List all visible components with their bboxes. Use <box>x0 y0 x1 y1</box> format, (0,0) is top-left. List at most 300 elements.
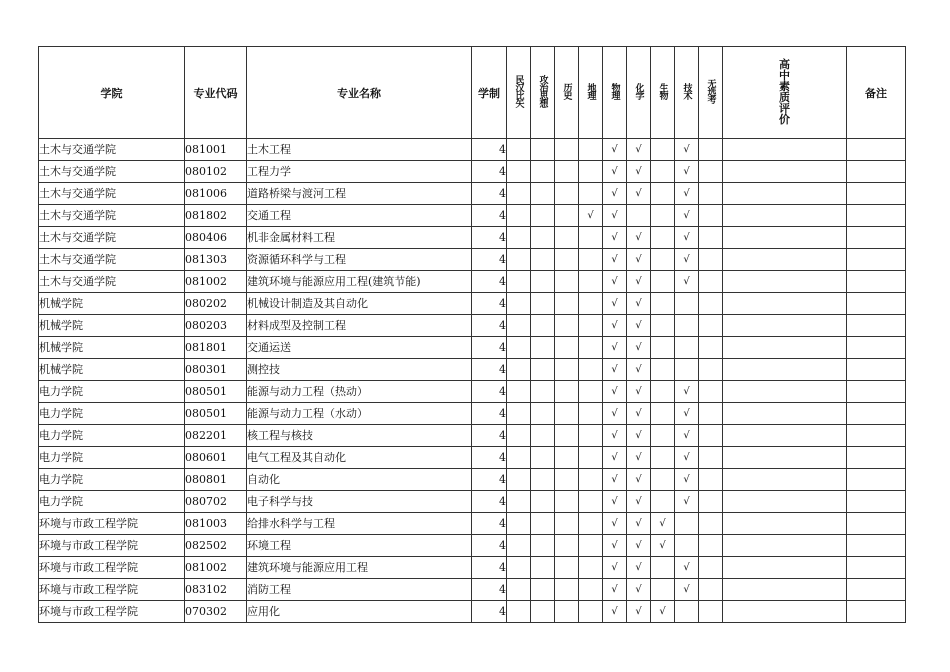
cell-college: 电力学院 <box>39 469 185 491</box>
cell-major: 工程力学 <box>247 161 472 183</box>
cell-check: √ <box>627 183 651 205</box>
cell-check: √ <box>675 161 699 183</box>
cell-quality <box>723 601 847 623</box>
cell-check <box>651 271 675 293</box>
table-row <box>39 403 906 425</box>
cell-check <box>555 205 579 227</box>
cell-major: 建筑环境与能源应用工程(建筑节能) <box>247 271 472 293</box>
cell-check: √ <box>675 139 699 161</box>
cell-years: 4 <box>472 249 507 271</box>
cell-note <box>847 469 906 491</box>
cell-check <box>675 293 699 315</box>
cell-quality <box>723 337 847 359</box>
cell-check <box>531 139 555 161</box>
cell-check: √ <box>603 513 627 535</box>
cell-check <box>507 491 531 513</box>
cell-check: √ <box>627 139 651 161</box>
header-subject: 无选考 <box>699 47 723 139</box>
cell-check <box>579 381 603 403</box>
cell-years: 4 <box>472 579 507 601</box>
cell-check: √ <box>603 557 627 579</box>
cell-check <box>531 183 555 205</box>
cell-quality <box>723 535 847 557</box>
cell-check: √ <box>627 447 651 469</box>
cell-check <box>507 469 531 491</box>
cell-check <box>507 403 531 425</box>
cell-years: 4 <box>472 139 507 161</box>
header-row <box>39 47 906 139</box>
cell-check: √ <box>627 161 651 183</box>
cell-quality <box>723 425 847 447</box>
cell-check <box>555 425 579 447</box>
cell-check <box>507 557 531 579</box>
cell-note <box>847 447 906 469</box>
cell-check: √ <box>675 271 699 293</box>
cell-check: √ <box>603 315 627 337</box>
table-row <box>39 491 906 513</box>
cell-check: √ <box>675 447 699 469</box>
cell-check: √ <box>603 579 627 601</box>
cell-quality <box>723 161 847 183</box>
cell-check <box>507 447 531 469</box>
cell-college: 环境与市政工程学院 <box>39 557 185 579</box>
cell-check: √ <box>627 337 651 359</box>
cell-check <box>579 513 603 535</box>
cell-check <box>507 381 531 403</box>
cell-note <box>847 271 906 293</box>
cell-check: √ <box>627 315 651 337</box>
cell-check: √ <box>675 227 699 249</box>
cell-college: 电力学院 <box>39 491 185 513</box>
cell-check: √ <box>651 513 675 535</box>
cell-check <box>531 491 555 513</box>
table-row <box>39 315 906 337</box>
cell-code: 081303 <box>185 249 247 271</box>
cell-major: 自动化 <box>247 469 472 491</box>
cell-check <box>675 359 699 381</box>
cell-quality <box>723 381 847 403</box>
cell-check <box>579 491 603 513</box>
cell-major: 给排水科学与工程 <box>247 513 472 535</box>
cell-check <box>555 315 579 337</box>
cell-check: √ <box>603 205 627 227</box>
cell-check: √ <box>603 381 627 403</box>
cell-check: √ <box>603 293 627 315</box>
cell-college: 土木与交通学院 <box>39 249 185 271</box>
cell-check: √ <box>603 425 627 447</box>
cell-college: 环境与市政工程学院 <box>39 579 185 601</box>
header-years: 学制 <box>472 47 507 139</box>
cell-check <box>507 359 531 381</box>
cell-check <box>699 227 723 249</box>
cell-check <box>651 425 675 447</box>
cell-check <box>531 227 555 249</box>
cell-check <box>507 139 531 161</box>
cell-major: 能源与动力工程（水动） <box>247 403 472 425</box>
cell-check <box>507 183 531 205</box>
cell-check <box>531 315 555 337</box>
cell-check <box>651 205 675 227</box>
cell-check <box>699 513 723 535</box>
cell-major: 电气工程及其自动化 <box>247 447 472 469</box>
cell-check <box>651 381 675 403</box>
cell-check <box>555 447 579 469</box>
cell-code: 080203 <box>185 315 247 337</box>
cell-check <box>699 425 723 447</box>
cell-check <box>507 249 531 271</box>
cell-check <box>507 227 531 249</box>
cell-major: 环境工程 <box>247 535 472 557</box>
cell-college: 土木与交通学院 <box>39 161 185 183</box>
cell-college: 机械学院 <box>39 315 185 337</box>
cell-check <box>579 315 603 337</box>
cell-check <box>699 447 723 469</box>
table-row <box>39 469 906 491</box>
cell-code: 080501 <box>185 381 247 403</box>
header-subject: 地理 <box>579 47 603 139</box>
cell-check: √ <box>675 249 699 271</box>
table-row <box>39 293 906 315</box>
cell-quality <box>723 447 847 469</box>
cell-check <box>579 447 603 469</box>
cell-note <box>847 139 906 161</box>
cell-major: 核工程与核技 <box>247 425 472 447</box>
cell-check <box>579 271 603 293</box>
cell-check <box>507 161 531 183</box>
cell-check <box>555 469 579 491</box>
cell-check <box>555 557 579 579</box>
cell-years: 4 <box>472 381 507 403</box>
cell-note <box>847 557 906 579</box>
cell-check: √ <box>675 557 699 579</box>
cell-check <box>699 139 723 161</box>
cell-check: √ <box>603 271 627 293</box>
table-row <box>39 513 906 535</box>
cell-check: √ <box>675 579 699 601</box>
table-body <box>39 139 906 623</box>
cell-check: √ <box>651 535 675 557</box>
cell-check <box>579 579 603 601</box>
cell-check: √ <box>651 601 675 623</box>
cell-check: √ <box>603 161 627 183</box>
cell-check <box>651 183 675 205</box>
cell-check <box>555 601 579 623</box>
cell-check <box>579 403 603 425</box>
cell-note <box>847 227 906 249</box>
cell-check <box>579 227 603 249</box>
table-row <box>39 139 906 161</box>
cell-major: 机非金属材料工程 <box>247 227 472 249</box>
cell-years: 4 <box>472 161 507 183</box>
cell-check <box>651 139 675 161</box>
cell-college: 环境与市政工程学院 <box>39 513 185 535</box>
cell-college: 环境与市政工程学院 <box>39 535 185 557</box>
cell-years: 4 <box>472 601 507 623</box>
table-row <box>39 381 906 403</box>
cell-check <box>699 337 723 359</box>
cell-code: 081001 <box>185 139 247 161</box>
cell-check <box>555 337 579 359</box>
cell-code: 070302 <box>185 601 247 623</box>
cell-check <box>675 535 699 557</box>
cell-check <box>531 601 555 623</box>
cell-quality <box>723 579 847 601</box>
cell-code: 080102 <box>185 161 247 183</box>
cell-check <box>579 183 603 205</box>
cell-years: 4 <box>472 183 507 205</box>
cell-check <box>507 513 531 535</box>
header-subject: 历史 <box>555 47 579 139</box>
header-subject: 民汉比矢 <box>507 47 531 139</box>
cell-check: √ <box>675 425 699 447</box>
cell-college: 电力学院 <box>39 403 185 425</box>
cell-college: 机械学院 <box>39 359 185 381</box>
cell-check <box>531 205 555 227</box>
cell-check <box>651 447 675 469</box>
cell-check <box>699 183 723 205</box>
cell-check <box>555 227 579 249</box>
cell-note <box>847 359 906 381</box>
cell-check <box>579 425 603 447</box>
cell-check <box>531 447 555 469</box>
cell-check <box>699 381 723 403</box>
cell-years: 4 <box>472 359 507 381</box>
cell-major: 道路桥梁与渡河工程 <box>247 183 472 205</box>
cell-check: √ <box>627 491 651 513</box>
cell-check <box>531 425 555 447</box>
cell-code: 082201 <box>185 425 247 447</box>
cell-check <box>699 271 723 293</box>
cell-quality <box>723 315 847 337</box>
cell-years: 4 <box>472 337 507 359</box>
cell-college: 电力学院 <box>39 381 185 403</box>
cell-check: √ <box>603 535 627 557</box>
cell-years: 4 <box>472 447 507 469</box>
cell-check <box>555 271 579 293</box>
cell-check: √ <box>603 227 627 249</box>
cell-college: 土木与交通学院 <box>39 205 185 227</box>
cell-check <box>531 161 555 183</box>
cell-check <box>507 271 531 293</box>
cell-years: 4 <box>472 271 507 293</box>
cell-years: 4 <box>472 293 507 315</box>
cell-college: 土木与交通学院 <box>39 271 185 293</box>
cell-quality <box>723 359 847 381</box>
header-quality: 高中素质评价 <box>723 47 847 139</box>
cell-check <box>579 601 603 623</box>
table-row <box>39 601 906 623</box>
cell-code: 080501 <box>185 403 247 425</box>
cell-check <box>531 271 555 293</box>
table-row <box>39 579 906 601</box>
cell-years: 4 <box>472 491 507 513</box>
cell-check <box>675 337 699 359</box>
cell-quality <box>723 249 847 271</box>
cell-quality <box>723 557 847 579</box>
cell-years: 4 <box>472 205 507 227</box>
cell-check <box>699 491 723 513</box>
header-note: 备注 <box>847 47 906 139</box>
cell-check: √ <box>603 601 627 623</box>
cell-check <box>555 403 579 425</box>
cell-check <box>531 403 555 425</box>
table-row <box>39 161 906 183</box>
cell-code: 080801 <box>185 469 247 491</box>
cell-note <box>847 381 906 403</box>
cell-code: 081801 <box>185 337 247 359</box>
cell-quality <box>723 227 847 249</box>
cell-code: 080702 <box>185 491 247 513</box>
cell-check <box>579 249 603 271</box>
cell-check: √ <box>603 447 627 469</box>
cell-check <box>555 513 579 535</box>
cell-quality <box>723 491 847 513</box>
cell-check: √ <box>675 469 699 491</box>
cell-check <box>579 557 603 579</box>
cell-note <box>847 425 906 447</box>
cell-check <box>555 579 579 601</box>
cell-major: 电子科学与技 <box>247 491 472 513</box>
cell-check <box>651 227 675 249</box>
cell-check <box>555 161 579 183</box>
cell-check <box>555 183 579 205</box>
cell-quality <box>723 271 847 293</box>
cell-years: 4 <box>472 315 507 337</box>
cell-check <box>507 579 531 601</box>
cell-check <box>651 293 675 315</box>
cell-check <box>579 161 603 183</box>
cell-college: 土木与交通学院 <box>39 139 185 161</box>
cell-check: √ <box>627 601 651 623</box>
cell-check <box>531 535 555 557</box>
cell-check <box>555 381 579 403</box>
cell-check <box>555 359 579 381</box>
table-row <box>39 557 906 579</box>
cell-check: √ <box>603 359 627 381</box>
cell-check <box>507 425 531 447</box>
cell-check <box>531 381 555 403</box>
cell-check: √ <box>603 249 627 271</box>
cell-check <box>675 513 699 535</box>
cell-check: √ <box>603 139 627 161</box>
cell-college: 电力学院 <box>39 425 185 447</box>
cell-check <box>651 249 675 271</box>
cell-check <box>507 601 531 623</box>
cell-quality <box>723 403 847 425</box>
cell-major: 能源与动力工程（热动） <box>247 381 472 403</box>
cell-check <box>531 249 555 271</box>
cell-check: √ <box>627 293 651 315</box>
cell-college: 电力学院 <box>39 447 185 469</box>
cell-quality <box>723 183 847 205</box>
cell-check <box>531 337 555 359</box>
cell-note <box>847 535 906 557</box>
cell-major: 交通工程 <box>247 205 472 227</box>
cell-check: √ <box>627 381 651 403</box>
cell-check <box>531 359 555 381</box>
cell-check: √ <box>627 425 651 447</box>
cell-college: 土木与交通学院 <box>39 227 185 249</box>
cell-code: 081802 <box>185 205 247 227</box>
cell-code: 081006 <box>185 183 247 205</box>
header-name: 专业名称 <box>247 47 472 139</box>
cell-note <box>847 249 906 271</box>
cell-check: √ <box>627 359 651 381</box>
cell-check <box>531 513 555 535</box>
cell-check: √ <box>579 205 603 227</box>
cell-check <box>699 579 723 601</box>
cell-note <box>847 183 906 205</box>
cell-code: 080301 <box>185 359 247 381</box>
table-row <box>39 425 906 447</box>
cell-check: √ <box>603 337 627 359</box>
cell-major: 建筑环境与能源应用工程 <box>247 557 472 579</box>
cell-code: 080202 <box>185 293 247 315</box>
admissions-table <box>38 46 906 623</box>
cell-code: 081003 <box>185 513 247 535</box>
cell-check: √ <box>603 183 627 205</box>
cell-college: 机械学院 <box>39 337 185 359</box>
cell-check <box>507 337 531 359</box>
cell-note <box>847 513 906 535</box>
header-college: 学院 <box>39 47 185 139</box>
cell-check: √ <box>675 403 699 425</box>
cell-years: 4 <box>472 227 507 249</box>
header-subject: 化学 <box>627 47 651 139</box>
cell-check <box>699 161 723 183</box>
cell-major: 交通运送 <box>247 337 472 359</box>
cell-check <box>699 249 723 271</box>
cell-check <box>699 469 723 491</box>
cell-note <box>847 403 906 425</box>
table-row <box>39 227 906 249</box>
cell-check <box>651 161 675 183</box>
cell-check: √ <box>627 227 651 249</box>
cell-check <box>699 205 723 227</box>
table-row <box>39 447 906 469</box>
cell-check <box>555 535 579 557</box>
cell-check <box>699 601 723 623</box>
cell-check <box>651 557 675 579</box>
cell-check <box>555 139 579 161</box>
cell-check <box>699 403 723 425</box>
cell-check: √ <box>603 469 627 491</box>
cell-years: 4 <box>472 513 507 535</box>
cell-check: √ <box>627 403 651 425</box>
cell-check <box>699 535 723 557</box>
cell-check <box>555 293 579 315</box>
cell-note <box>847 161 906 183</box>
cell-note <box>847 293 906 315</box>
table-row <box>39 359 906 381</box>
cell-code: 083102 <box>185 579 247 601</box>
cell-check <box>555 249 579 271</box>
cell-quality <box>723 205 847 227</box>
cell-check <box>555 491 579 513</box>
cell-check <box>699 359 723 381</box>
cell-check <box>651 337 675 359</box>
cell-check: √ <box>603 491 627 513</box>
table-row <box>39 271 906 293</box>
cell-check <box>627 205 651 227</box>
cell-check: √ <box>627 249 651 271</box>
cell-quality <box>723 469 847 491</box>
cell-note <box>847 491 906 513</box>
table-row <box>39 535 906 557</box>
cell-check <box>579 535 603 557</box>
cell-major: 测控技 <box>247 359 472 381</box>
cell-check <box>507 293 531 315</box>
